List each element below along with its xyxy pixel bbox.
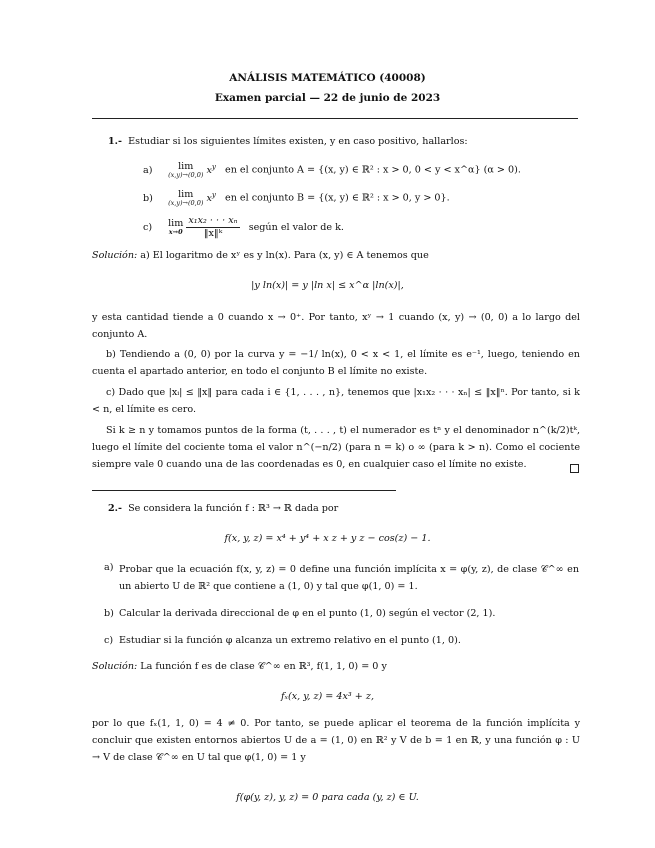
problem-1-statement <box>108 136 578 148</box>
problem-2-item-b: Calcular la derivada direccional de φ en el punto (1, 0) según el vector (2, 1). <box>119 608 496 619</box>
item-label: c) <box>143 221 153 233</box>
limit-expr: $x^y$ <box>206 190 216 204</box>
solution-1-a2: y esta cantidad tiende a 0 cuando x → 0⁺. Por tanto, xʸ → 1 cuando (x, y) → (0, 0) a lo largo del conjunto A. <box>92 312 580 340</box>
problem-2-item-a-label: a) <box>104 562 114 573</box>
solution-2-equation: fₓ(x, y, z) = 4x³ + z, <box>281 691 374 702</box>
limit-symbol: lim (x,y)→(0,0) <box>168 161 204 179</box>
problem-1-text: Estudiar si los siguientes límites existen, y en caso positivo, hallarlos: <box>128 136 468 147</box>
item-text: según el valor de k. <box>248 221 344 233</box>
problem-1-item-b <box>143 190 583 206</box>
problem-2-equation: f(x, y, z) = x⁴ + y⁴ + x z + y z − cos(z) − 1. <box>224 533 431 544</box>
fraction: $\frac{\text{x₁x₂ · · · xₙ}}{\text{‖x‖ᵏ}}$ <box>188 215 238 239</box>
problem-2-item-c: Estudiar si la función φ alcanza un extremo relativo en el punto (1, 0). <box>119 635 461 646</box>
solution-1-c1: c) Dado que |xᵢ| ≤ ‖x‖ para cada i ∈ {1, . . . , n}, tenemos que |x₁x₂ · · · xₙ| ≤ ‖x‖ⁿ. Por tanto, si k < n, el límite es cero. <box>92 387 580 415</box>
problem-2-text: Se considera la función f : ℝ³ → ℝ dada por <box>128 503 339 514</box>
item-text: en el conjunto A = {(x, y) ∈ ℝ² : x > 0, 0 < y < x^α} (α > 0). <box>225 164 521 176</box>
solution-2-intro: Solución: La función f es de clase 𝒞^∞ en ℝ³, f(1, 1, 0) = 0 y <box>92 661 387 672</box>
item-label: b) <box>143 192 153 204</box>
solution-1-b: b) Tendiendo a (0, 0) por la curva y = −1/ ln(x), 0 < x < 1, el límite es e⁻¹, luego, teniendo en cuenta el apartado anterior, en todo el conjunto B el límite no existe. <box>92 349 580 377</box>
solution-label: Solución: <box>92 661 138 672</box>
solution-1-a: Solución: a) El logaritmo de xʸ es y ln(x). Para (x, y) ∈ A tenemos que <box>92 250 429 261</box>
solution-2-equation-2: f(φ(y, z), y, z) = 0 para cada (y, z) ∈ U. <box>236 792 419 803</box>
section-divider <box>92 490 396 491</box>
problem-2-number: 2.- <box>108 503 122 514</box>
problem-1-item-a <box>143 162 583 178</box>
limit-symbol: lim (x,y)→(0,0) <box>168 189 204 207</box>
solution-1-equation: |y ln(x)| = y |ln x| ≤ x^α |ln(x)|, <box>251 280 404 291</box>
page-subtitle: Examen parcial — 22 de junio de 2023 <box>214 92 441 104</box>
limit-expr: $x^y$ <box>206 162 216 176</box>
solution-2-body: por lo que fₓ(1, 1, 0) = 4 ≠ 0. Por tanto, se puede aplicar el teorema de la función implícita y concluir que existen entornos abiertos U de a = (1, 0) en ℝ² y V de b = 1 en ℝ, y una función φ : U → V de clase 𝒞^∞ en U tal que φ(1, 0) = 1 y <box>92 718 580 763</box>
limit-symbol: lim x→0 <box>168 218 184 237</box>
header-divider <box>92 118 578 119</box>
item-text: en el conjunto B = {(x, y) ∈ ℝ² : x > 0, y > 0}. <box>225 192 450 204</box>
problem-2-statement <box>108 503 578 515</box>
qed-symbol <box>570 464 579 473</box>
problem-1-item-c <box>143 215 583 240</box>
page-title: ANÁLISIS MATEMÁTICO (40008) <box>229 72 426 84</box>
solution-label: Solución: <box>92 250 138 261</box>
problem-2-item-b-label: b) <box>104 608 114 619</box>
item-label: a) <box>143 164 153 176</box>
problem-2-item-c-label: c) <box>104 635 114 646</box>
problem-2-item-a: Probar que la ecuación f(x, y, z) = 0 define una función implícita x = φ(y, z), de clase 𝒞^∞ en un abierto U de ℝ² que contiene a (1, 0) y tal que φ(1, 0) = 1. <box>119 564 579 592</box>
solution-1-c2: Si k ≥ n y tomamos puntos de la forma (t, . . . , t) el numerador es tⁿ y el denominador n^(k/2)tᵏ, luego el límite del cociente toma el valor n^(−n/2) (para n = k) o ∞ (para k > n). Como el cociente siempre vale 0 cuando una de las coordenadas es 0, en cualquier caso el límite no existe. <box>92 425 580 470</box>
problem-1-number: 1.- <box>108 136 122 147</box>
